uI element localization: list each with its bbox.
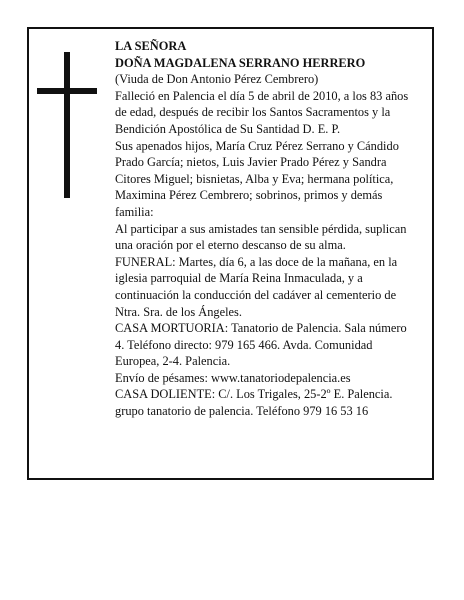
cross-icon — [37, 52, 97, 198]
notice-heading: LA SEÑORA — [115, 39, 187, 53]
death-paragraph: Falleció en Palencia el día 5 de abril de 2010, a los 83 años de edad, después de recibir los Santos Sacramentos y la Bendición Apostólica de Su Santidad D. E. P. — [115, 88, 409, 136]
deceased-name: DOÑA MAGDALENA SERRANO HERRERO — [115, 55, 366, 70]
cross-vertical-bar — [64, 52, 70, 198]
widow-of-line: (Viuda de Don Antonio Pérez Cembrero) — [115, 72, 319, 87]
family-paragraph: Sus apenados hijos, María Cruz Pérez Serrano y Cándido Prado García; nietos, Luis Javier Prado Pérez y Sandra Citores Miguel; bisnietas, Alba y Eva; hermana política, Maximina Pérez Cembrero; sobrinos, primos y demás familia: — [115, 138, 399, 219]
footer-line: grupo tanatorio de palencia. Teléfono 979 16 53 16 — [115, 404, 369, 419]
family-home-paragraph: CASA DOLIENTE: C/. Los Trigales, 25-2º E. Palencia. — [115, 387, 393, 402]
funeral-paragraph: FUNERAL: Martes, día 6, a las doce de la mañana, en la iglesia parroquial de María Reina Inmaculada, y a continuación la conducción del cadáver al cementerio de Ntra. Sra. de los Ángeles. — [115, 254, 398, 319]
condolences-line: Envío de pésames: www.tanatoriodepalencia.es — [115, 370, 351, 385]
request-paragraph: Al participar a sus amistades tan sensible pérdida, suplican una oración por el eterno descanso de su alma. — [115, 221, 407, 253]
mortuary-paragraph: CASA MORTUORIA: Tanatorio de Palencia. Sala número 4. Teléfono directo: 979 165 466. Avda. Comunidad Europea, 2-4. Palencia. — [115, 321, 407, 369]
cross-horizontal-bar — [37, 88, 97, 94]
notice-content — [115, 38, 415, 420]
